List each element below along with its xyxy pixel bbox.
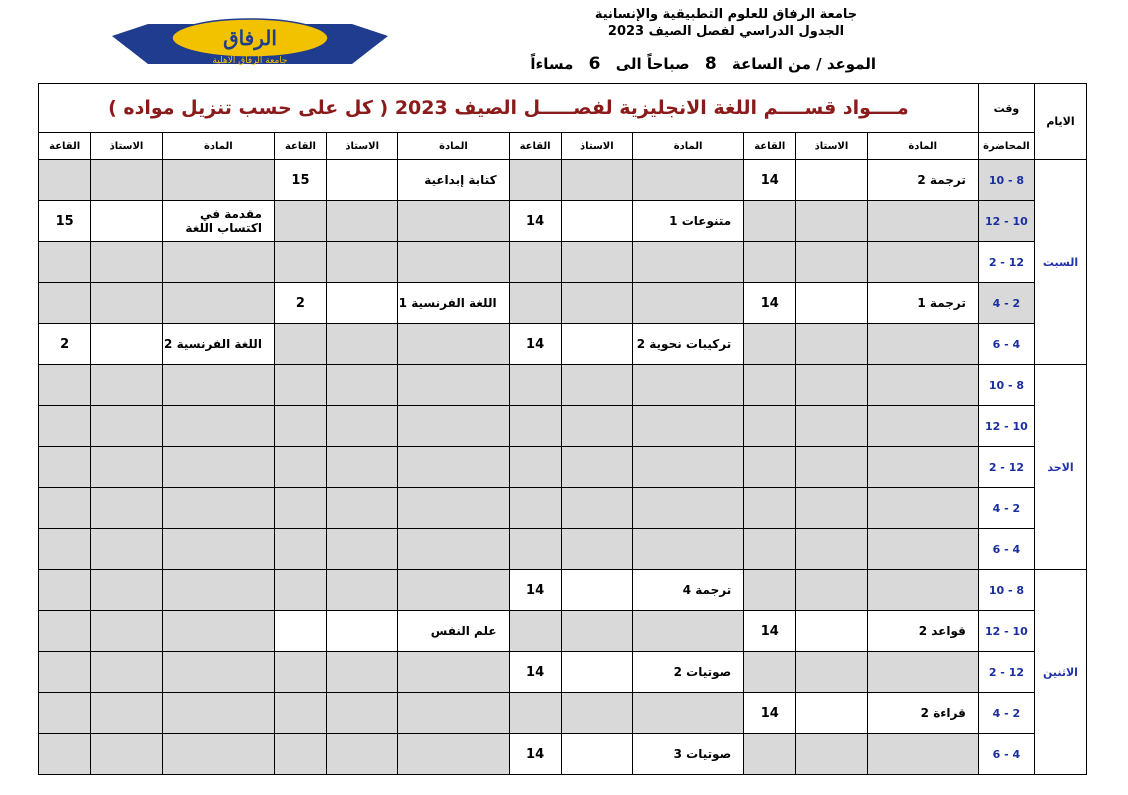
prof-cell	[91, 693, 162, 734]
subject-cell: اللغة الفرنسية 1	[398, 283, 509, 324]
time-slot: 6 - 4	[978, 734, 1034, 775]
subject-cell: قواعد 2	[867, 611, 978, 652]
time-header-bottom: المحاضرة	[978, 133, 1034, 160]
room-cell: 14	[744, 160, 796, 201]
subject-cell	[398, 693, 509, 734]
room-cell	[39, 529, 91, 570]
prof-cell	[796, 611, 867, 652]
prof-cell	[91, 324, 162, 365]
col-room-header: القاعة	[39, 133, 91, 160]
subject-cell: صوتيات 2	[633, 652, 744, 693]
col-room-header: القاعة	[744, 133, 796, 160]
room-cell	[274, 652, 326, 693]
table-row	[39, 406, 1087, 447]
table-row	[39, 447, 1087, 488]
subject-cell: ترجمة 2	[867, 160, 978, 201]
subject-cell	[162, 734, 274, 775]
time-slot: 4 - 2	[978, 283, 1034, 324]
day-saturday: السبت	[1034, 160, 1086, 365]
room-cell	[274, 529, 326, 570]
col-subject-header: المادة	[162, 133, 274, 160]
table-row	[39, 242, 1087, 283]
prof-cell	[796, 283, 867, 324]
room-cell	[39, 734, 91, 775]
room-cell	[39, 406, 91, 447]
prof-cell	[796, 693, 867, 734]
prof-cell	[561, 242, 632, 283]
day-sunday: الاحد	[1034, 365, 1086, 570]
subject-cell	[398, 324, 509, 365]
prof-cell	[91, 447, 162, 488]
subject-cell: مقدمة في اكتساب اللغة	[162, 201, 274, 242]
subject-cell	[867, 488, 978, 529]
timing-start: 8	[704, 54, 717, 74]
subject-cell	[633, 283, 744, 324]
subject-cell	[162, 488, 274, 529]
table-row	[39, 529, 1087, 570]
prof-cell	[91, 570, 162, 611]
subject-cell	[162, 570, 274, 611]
subject-cell	[162, 160, 274, 201]
time-slot: 2 - 12	[978, 652, 1034, 693]
room-cell: 15	[274, 160, 326, 201]
prof-cell	[561, 447, 632, 488]
subject-cell: ترجمة 4	[633, 570, 744, 611]
room-cell	[39, 652, 91, 693]
prof-cell	[561, 488, 632, 529]
subject-cell: تركيبات نحوية 2	[633, 324, 744, 365]
room-cell	[274, 611, 326, 652]
room-cell	[274, 242, 326, 283]
days-header: الايام	[1034, 84, 1086, 160]
room-cell	[274, 406, 326, 447]
document-header	[576, 6, 876, 40]
room-cell	[509, 447, 561, 488]
room-cell	[39, 611, 91, 652]
logo-text: الرفاق	[223, 26, 277, 50]
prof-cell	[326, 570, 397, 611]
col-prof-header: الاستاذ	[326, 133, 397, 160]
prof-cell	[91, 652, 162, 693]
room-cell: 14	[744, 611, 796, 652]
prof-cell	[326, 283, 397, 324]
prof-cell	[91, 201, 162, 242]
prof-cell	[326, 693, 397, 734]
col-subject-header: المادة	[398, 133, 509, 160]
university-name: جامعة الرفاق للعلوم التطبيقية والإنسانية	[594, 7, 858, 22]
subject-cell	[398, 488, 509, 529]
room-cell	[509, 529, 561, 570]
subject-cell: كتابة إبداعية	[398, 160, 509, 201]
room-cell	[744, 488, 796, 529]
subject-cell	[633, 693, 744, 734]
col-prof-header: الاستاذ	[561, 133, 632, 160]
room-cell	[744, 406, 796, 447]
room-cell	[509, 488, 561, 529]
room-cell	[274, 201, 326, 242]
timing-line	[520, 54, 876, 74]
prof-cell	[91, 242, 162, 283]
room-cell	[274, 734, 326, 775]
prof-cell	[91, 529, 162, 570]
subject-cell	[633, 611, 744, 652]
subject-cell	[867, 529, 978, 570]
prof-cell	[561, 570, 632, 611]
time-slot: 12 - 10	[978, 406, 1034, 447]
room-cell: 14	[744, 693, 796, 734]
subject-cell	[398, 652, 509, 693]
room-cell	[744, 734, 796, 775]
subject-cell	[867, 242, 978, 283]
timing-end: 6	[588, 54, 601, 74]
room-cell: 2	[274, 283, 326, 324]
prof-cell	[796, 160, 867, 201]
subject-cell: ترجمة 1	[867, 283, 978, 324]
prof-cell	[796, 242, 867, 283]
subject-cell: قراءة 2	[867, 693, 978, 734]
subject-cell: اللغة الفرنسية 2	[162, 324, 274, 365]
room-cell	[39, 242, 91, 283]
prof-cell	[561, 201, 632, 242]
prof-cell	[91, 283, 162, 324]
prof-cell	[796, 365, 867, 406]
subject-cell	[162, 529, 274, 570]
table-row	[39, 734, 1087, 775]
prof-cell	[326, 406, 397, 447]
prof-cell	[91, 734, 162, 775]
table-row	[39, 611, 1087, 652]
room-cell	[509, 242, 561, 283]
subject-cell	[633, 488, 744, 529]
subject-cell	[633, 365, 744, 406]
room-cell	[744, 201, 796, 242]
subject-cell	[398, 734, 509, 775]
subject-cell	[162, 283, 274, 324]
prof-cell	[326, 160, 397, 201]
room-cell	[39, 570, 91, 611]
table-row	[39, 201, 1087, 242]
subject-cell	[867, 201, 978, 242]
time-slot: 4 - 2	[978, 488, 1034, 529]
room-cell: 14	[744, 283, 796, 324]
room-cell	[274, 365, 326, 406]
prof-cell	[561, 406, 632, 447]
timing-pm: مساءاً	[530, 55, 574, 73]
prof-cell	[796, 734, 867, 775]
col-prof-header: الاستاذ	[796, 133, 867, 160]
col-prof-header: الاستاذ	[91, 133, 162, 160]
room-cell	[39, 488, 91, 529]
subject-cell	[162, 652, 274, 693]
room-cell	[744, 570, 796, 611]
time-slot: 2 - 12	[978, 242, 1034, 283]
prof-cell	[561, 283, 632, 324]
prof-cell	[561, 734, 632, 775]
subject-cell	[867, 406, 978, 447]
table-row	[39, 652, 1087, 693]
room-cell	[744, 529, 796, 570]
room-cell	[509, 611, 561, 652]
col-subject-header: المادة	[633, 133, 744, 160]
subject-cell	[633, 242, 744, 283]
prof-cell	[326, 611, 397, 652]
prof-cell	[796, 529, 867, 570]
prof-cell	[326, 242, 397, 283]
prof-cell	[326, 529, 397, 570]
prof-cell	[91, 406, 162, 447]
room-cell	[744, 365, 796, 406]
time-slot: 6 - 4	[978, 529, 1034, 570]
room-cell: 14	[509, 201, 561, 242]
room-cell	[274, 570, 326, 611]
table-row	[39, 365, 1087, 406]
col-room-header: القاعة	[509, 133, 561, 160]
prof-cell	[561, 611, 632, 652]
timing-label: الموعد / من الساعة	[731, 55, 876, 73]
col-room-header: القاعة	[274, 133, 326, 160]
time-slot: 10 - 8	[978, 570, 1034, 611]
room-cell	[744, 242, 796, 283]
table-row	[39, 570, 1087, 611]
room-cell	[744, 652, 796, 693]
subject-cell	[398, 447, 509, 488]
day-monday: الاثنين	[1034, 570, 1086, 775]
prof-cell	[796, 201, 867, 242]
subject-cell	[162, 365, 274, 406]
table-row	[39, 160, 1087, 201]
room-cell	[509, 406, 561, 447]
room-cell	[39, 160, 91, 201]
room-cell	[39, 693, 91, 734]
subject-cell	[867, 652, 978, 693]
prof-cell	[326, 365, 397, 406]
prof-cell	[326, 447, 397, 488]
prof-cell	[561, 324, 632, 365]
subject-cell	[633, 406, 744, 447]
subject-cell	[867, 447, 978, 488]
time-slot: 12 - 10	[978, 611, 1034, 652]
room-cell	[509, 283, 561, 324]
prof-cell	[326, 652, 397, 693]
room-cell: 2	[39, 324, 91, 365]
prof-cell	[796, 324, 867, 365]
time-slot: 2 - 12	[978, 447, 1034, 488]
prof-cell	[91, 365, 162, 406]
prof-cell	[91, 488, 162, 529]
subject-cell	[162, 693, 274, 734]
prof-cell	[326, 734, 397, 775]
room-cell: 15	[39, 201, 91, 242]
table-row	[39, 283, 1087, 324]
prof-cell	[561, 529, 632, 570]
subject-cell	[867, 570, 978, 611]
room-cell	[274, 324, 326, 365]
subject-cell: متنوعات 1	[633, 201, 744, 242]
time-slot: 6 - 4	[978, 324, 1034, 365]
subject-cell: علم النفس	[398, 611, 509, 652]
table-title: مــــواد قســــم اللغة الانجليزية لفصـــــل الصيف 2023 ( كل على حسب تنزيل مواده )	[39, 84, 979, 133]
room-cell: 14	[509, 652, 561, 693]
timing-am: صباحاً الى	[615, 55, 690, 73]
table-row	[39, 324, 1087, 365]
prof-cell	[91, 611, 162, 652]
prof-cell	[796, 447, 867, 488]
room-cell	[509, 693, 561, 734]
room-cell	[39, 283, 91, 324]
prof-cell	[326, 488, 397, 529]
prof-cell	[91, 160, 162, 201]
prof-cell	[561, 652, 632, 693]
time-slot: 10 - 8	[978, 160, 1034, 201]
subject-cell	[867, 734, 978, 775]
subject-cell	[162, 611, 274, 652]
schedule-table	[38, 83, 1087, 775]
room-cell	[274, 488, 326, 529]
subject-cell	[398, 242, 509, 283]
col-subject-header: المادة	[867, 133, 978, 160]
prof-cell	[796, 652, 867, 693]
subject-cell	[162, 447, 274, 488]
prof-cell	[561, 693, 632, 734]
university-logo	[112, 14, 388, 76]
room-cell	[39, 447, 91, 488]
time-slot: 4 - 2	[978, 693, 1034, 734]
room-cell: 14	[509, 734, 561, 775]
subject-cell: صوتيات 3	[633, 734, 744, 775]
subject-cell	[398, 529, 509, 570]
subject-cell	[867, 324, 978, 365]
subject-cell	[162, 242, 274, 283]
prof-cell	[326, 201, 397, 242]
prof-cell	[796, 488, 867, 529]
prof-cell	[796, 570, 867, 611]
subject-cell	[398, 406, 509, 447]
room-cell	[744, 324, 796, 365]
prof-cell	[796, 406, 867, 447]
subject-cell	[633, 447, 744, 488]
time-header-top: وقت	[978, 84, 1034, 133]
subject-cell	[633, 160, 744, 201]
room-cell	[744, 447, 796, 488]
prof-cell	[326, 324, 397, 365]
room-cell: 14	[509, 324, 561, 365]
subject-cell	[398, 201, 509, 242]
subject-cell	[162, 406, 274, 447]
room-cell: 14	[509, 570, 561, 611]
subject-cell	[867, 365, 978, 406]
room-cell	[274, 693, 326, 734]
table-row	[39, 488, 1087, 529]
room-cell	[274, 447, 326, 488]
time-slot: 12 - 10	[978, 201, 1034, 242]
time-slot: 10 - 8	[978, 365, 1034, 406]
subject-cell	[398, 570, 509, 611]
schedule-title: الجدول الدراسي لفصل الصيف 2023	[607, 24, 845, 39]
logo-subtitle: جامعة الرفاق الاهلية	[212, 56, 288, 66]
prof-cell	[561, 365, 632, 406]
room-cell	[39, 365, 91, 406]
room-cell	[509, 160, 561, 201]
room-cell	[509, 365, 561, 406]
subject-cell	[633, 529, 744, 570]
prof-cell	[561, 160, 632, 201]
subject-cell	[398, 365, 509, 406]
table-row	[39, 693, 1087, 734]
